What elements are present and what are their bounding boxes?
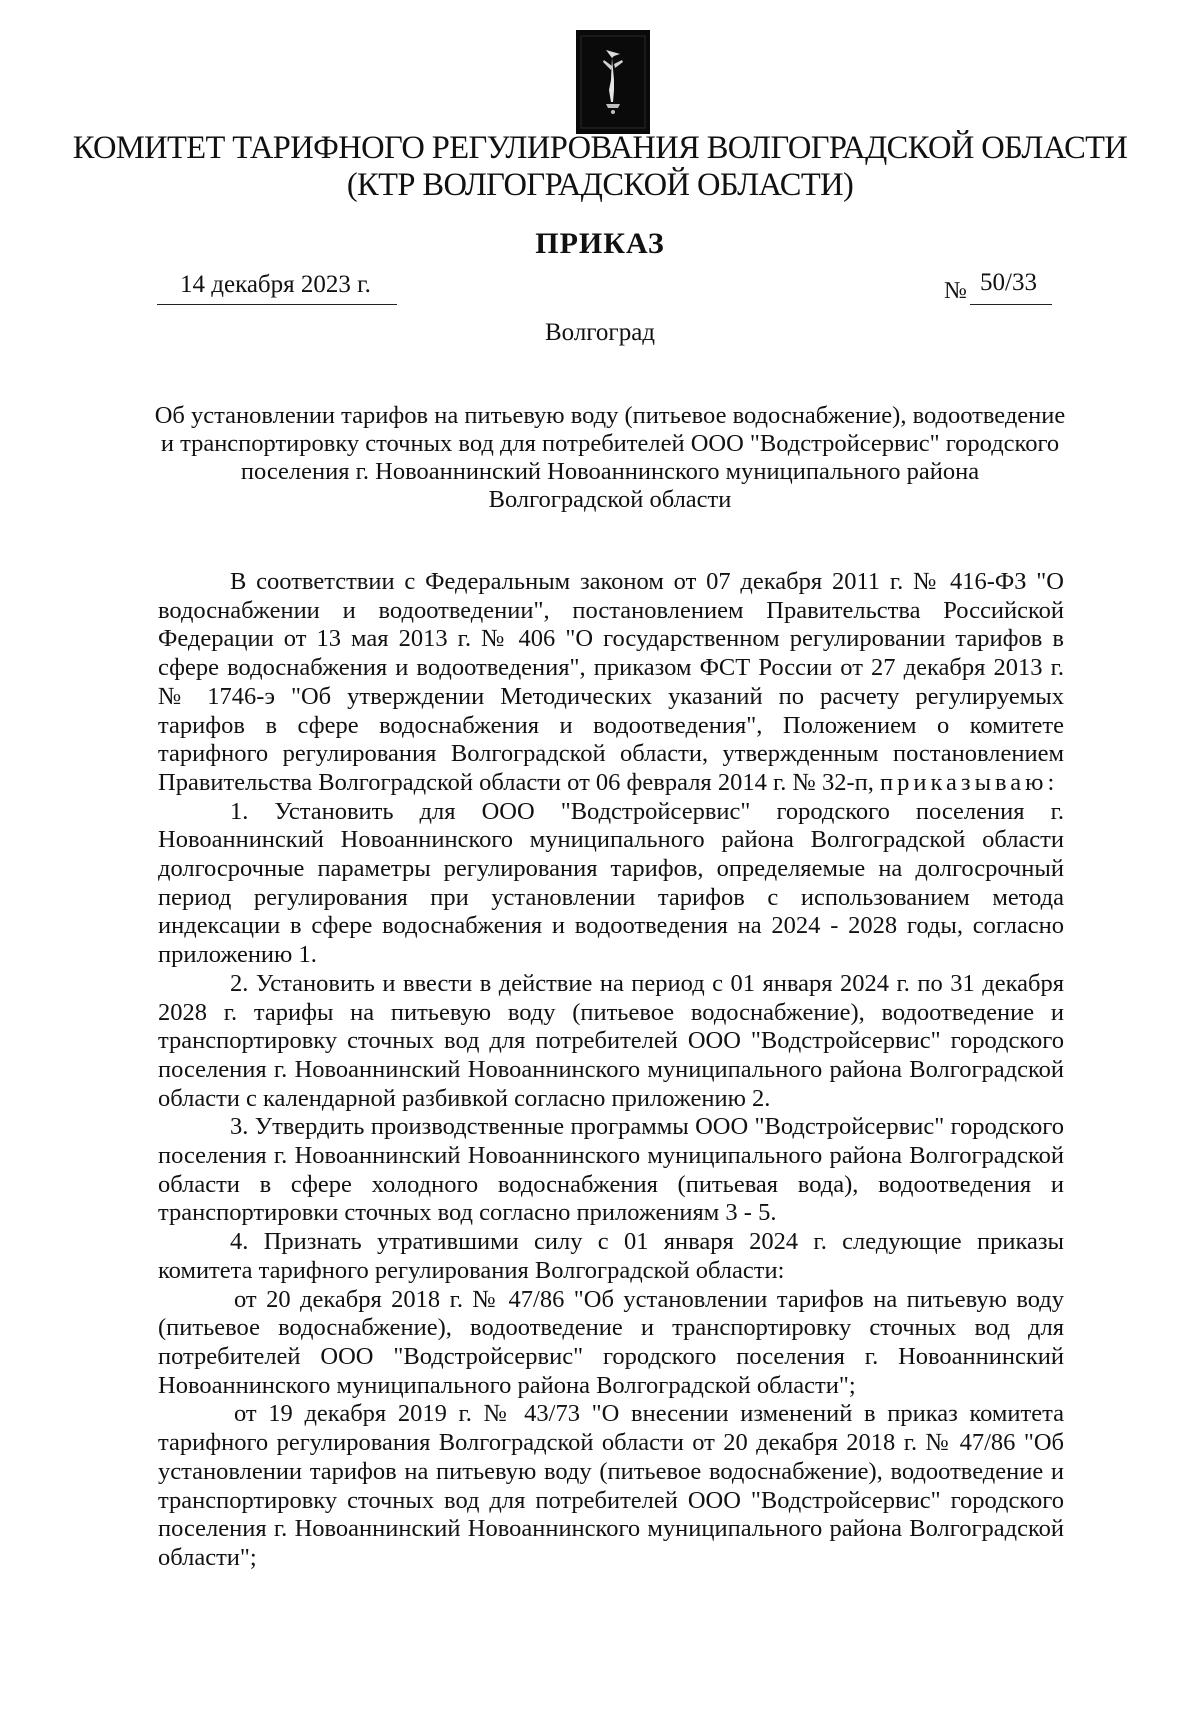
document-number: 50/33	[980, 269, 1037, 296]
preamble-paragraph	[158, 568, 1064, 798]
document-date: 14 декабря 2023 г.	[180, 271, 371, 298]
subject-line: и транспортировку сточных вод для потребителей ООО "Водстройсервис" городского	[160, 430, 1060, 457]
item-4-order-b: от 19 декабря 2019 г. № 43/73 "О внесении изменений в приказ комитета тарифного регулирования Волгоградской области от 20 декабря 2018 г. № 47/86 "Об установлении тарифов на питьевую воду (питьевое водоснабжение), водоотведение и транспортировку сточных вод для потребителей ООО "Водстройсервис" городского поселения г. Новоаннинский Новоаннинского муниципального района Волгоградской области";	[158, 1400, 1064, 1571]
date-underline	[157, 304, 397, 305]
coat-of-arms-icon	[576, 30, 650, 134]
item-2: 2. Установить и ввести в действие на период с 01 января 2024 г. по 31 декабря 2028 г. тарифы на питьевую воду (питьевое водоснабжение), водоотведение и транспортировку сточных вод для потребителей ООО "Водстройсервис" городского поселения г. Новоаннинский Новоаннинского муниципального района Волгоградской области с календарной разбивкой согласно приложению 2.	[158, 969, 1064, 1112]
item-4-order-a: от 20 декабря 2018 г. № 47/86 "Об установлении тарифов на питьевую воду (питьевое водоснабжение), водоотведение и транспортировку сточных вод для потребителей ООО "Водстройсервис" городского поселения г. Новоаннинский Новоаннинского муниципального района Волгоградской области";	[158, 1285, 1064, 1399]
item-1: 1. Установить для ООО "Водстройсервис" городского поселения г. Новоаннинский Новоаннинского муниципального района Волгоградской области долгосрочные параметры регулирования тарифов, определяемые на долгосрочный период регулирования при установлении тарифов с использованием метода индексации в сфере водоснабжения и водоотведения на 2024 - 2028 годы, согласно приложению 1.	[158, 797, 1064, 969]
number-underline	[970, 304, 1052, 305]
order-word: приказываю:	[880, 768, 1059, 796]
subject-line: поселения г. Новоаннинский Новоаннинского муниципального района	[240, 458, 980, 485]
item-3: 3. Утвердить производственные программы ООО "Водстройсервис" городского поселения г. Новоаннинский Новоаннинского муниципального района Волгоградской области в сфере холодного водоснабжения (питьевая вода), водоотведения и транспортировки сточных вод согласно приложениям 3 - 5.	[158, 1113, 1064, 1227]
number-sign: №	[944, 278, 967, 304]
document-body	[158, 568, 1064, 1573]
organization-name: КОМИТЕТ ТАРИФНОГО РЕГУЛИРОВАНИЯ ВОЛГОГРАДСКОЙ ОБЛАСТИ	[72, 130, 1128, 166]
preamble-text: В соответствии с Федеральным законом от 07 декабря 2011 г. № 416-ФЗ "О водоснабжении и водоотведении", постановлением Правительства Российской Федерации от 13 мая 2013 г. № 406 "О государственном регулировании тарифов в сфере водоснабжения и водоотведения", приказом ФСТ России от 27 декабря 2013 г. № 1746-э "Об утверждении Методических указаний по расчету регулируемых тарифов в сфере водоснабжения и водоотведения", Положением о комитете тарифного регулирования Волгоградской области, утвержденным постановлением Правительства Волгоградской области от 06 февраля 2014 г. № 32-п,	[158, 568, 1064, 796]
subject-line: Волгоградской области	[488, 486, 732, 513]
document-city: Волгоград	[544, 319, 656, 346]
document-type: ПРИКАЗ	[535, 227, 665, 260]
subject-line: Об установлении тарифов на питьевую воду (питьевое водоснабжение), водоотведение	[154, 402, 1066, 429]
document-subject	[150, 402, 1070, 514]
organization-short-name: (КТР ВОЛГОГРАДСКОЙ ОБЛАСТИ)	[346, 167, 854, 203]
item-4: 4. Признать утратившими силу с 01 января 2024 г. следующие приказы комитета тарифного регулирования Волгоградской области:	[158, 1228, 1064, 1284]
